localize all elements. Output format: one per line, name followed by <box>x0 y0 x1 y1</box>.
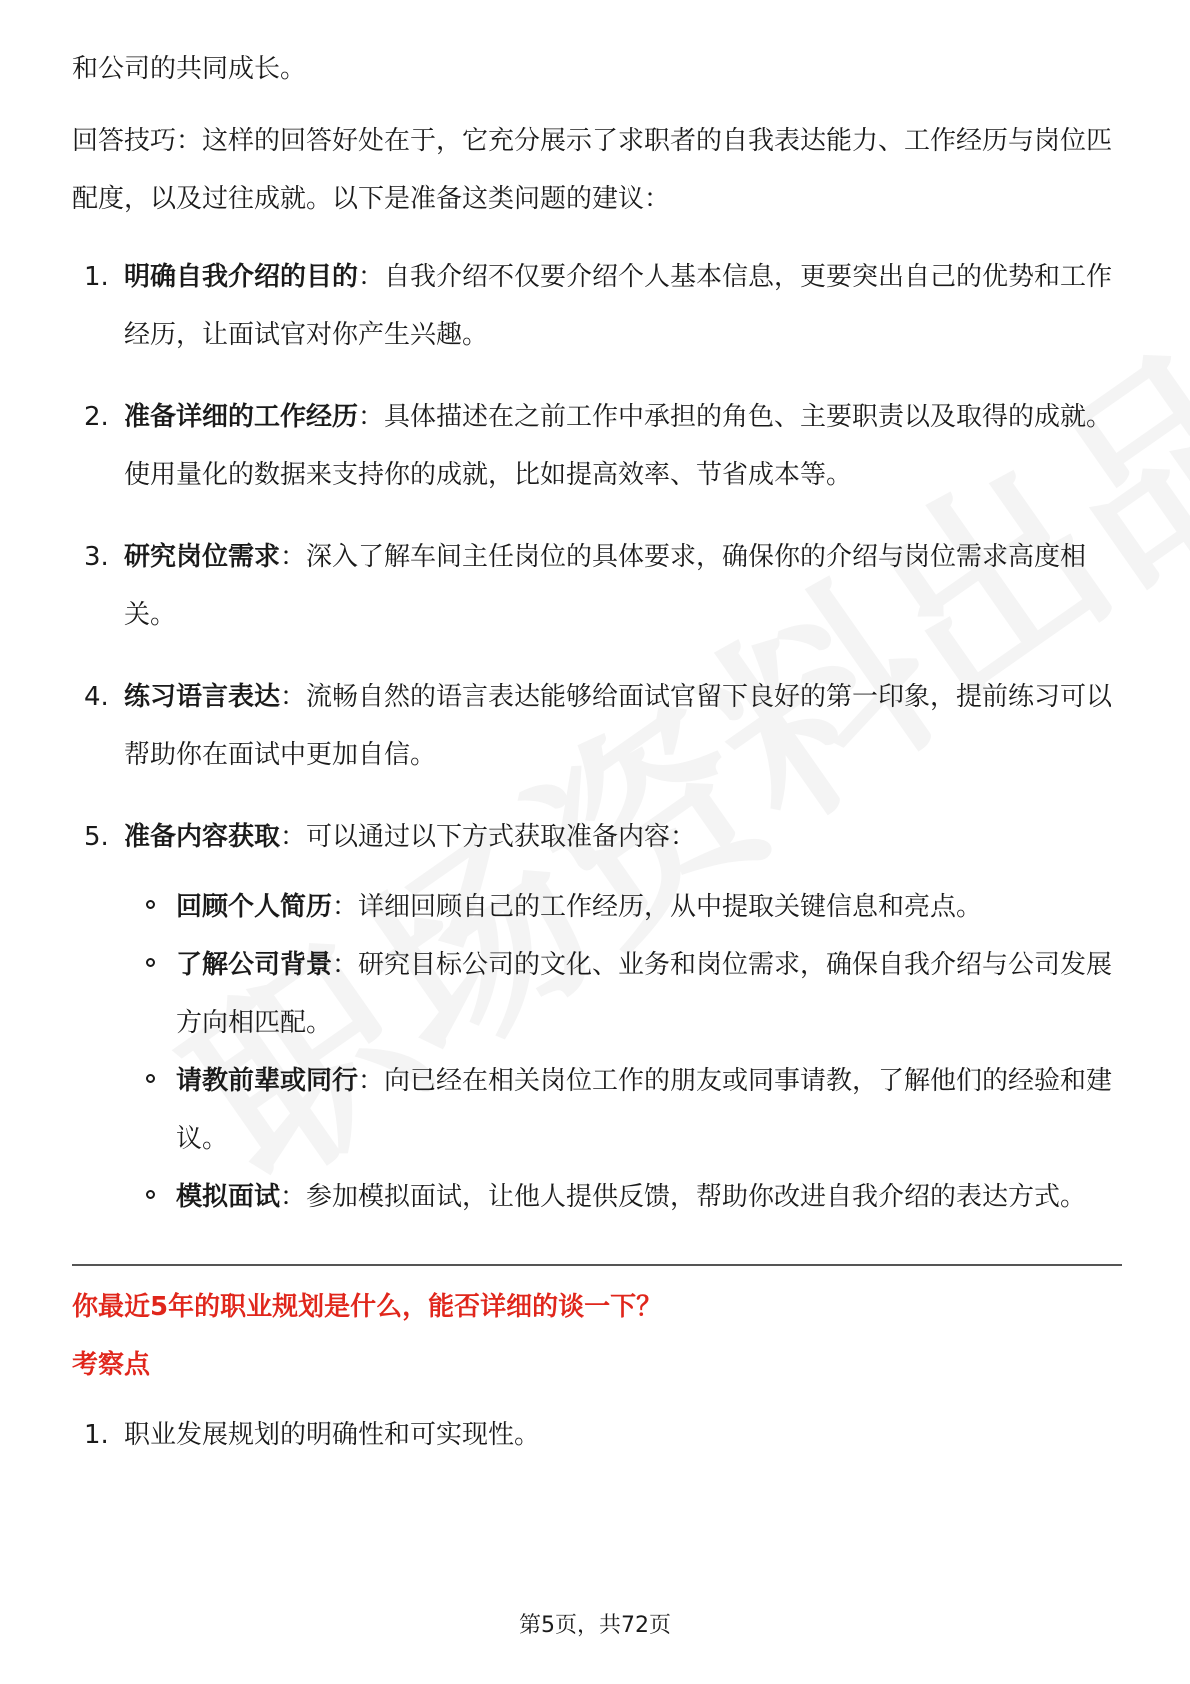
list-item <box>72 248 1122 364</box>
circle-bullet-icon <box>146 1190 155 1199</box>
section-divider <box>72 1264 1122 1266</box>
circle-bullet-icon <box>146 958 155 967</box>
list-item <box>72 528 1122 644</box>
list-number: 4. <box>84 682 109 712</box>
sub-list-item <box>124 878 1122 936</box>
item-title: 明确自我介绍的目的 <box>124 262 359 292</box>
point-text: 职业发展规划的明确性和可实现性。 <box>124 1420 541 1450</box>
intro-paragraph-tail: 和公司的共同成长。 <box>72 54 307 84</box>
list-number: 5. <box>84 822 109 852</box>
sub-item-text: ：详细回顾自己的工作经历，从中提取关键信息和亮点。 <box>332 892 983 922</box>
item-text: ：流畅自然的语言表达能够给面试官留下良好的第一印象，提前练习可以帮助你在面试中更加自信。 <box>124 682 1113 770</box>
sub-item-title: 模拟面试 <box>176 1182 281 1212</box>
item-text: ：具体描述在之前工作中承担的角色、主要职责以及取得的成就。使用量化的数据来支持你的成就，比如提高效率、节省成本等。 <box>124 402 1113 490</box>
list-number: 1. <box>84 1420 109 1450</box>
sub-item-title: 了解公司背景 <box>176 950 333 980</box>
sub-item-text: ：参加模拟面试，让他人提供反馈，帮助你改进自我介绍的表达方式。 <box>280 1182 1087 1212</box>
list-item <box>72 1406 1122 1464</box>
answer-tips-paragraph: 回答技巧：这样的回答好处在于，它充分展示了求职者的自我表达能力、工作经历与岗位匹配度，以及过往成就。以下是准备这类问题的建议： <box>72 126 1113 214</box>
interview-question: 你最近5年的职业规划是什么，能否详细的谈一下？ <box>72 1292 663 1322</box>
sub-list-item <box>124 936 1122 1052</box>
sub-item-title: 回顾个人简历 <box>176 892 333 922</box>
sub-item-text: ：研究目标公司的文化、业务和岗位需求，确保自我介绍与公司发展方向相匹配。 <box>176 950 1113 1038</box>
item-text: ：自我介绍不仅要介绍个人基本信息，更要突出自己的优势和工作经历，让面试官对你产生兴趣。 <box>124 262 1113 350</box>
sub-list-item <box>124 1052 1122 1168</box>
list-number: 2. <box>84 402 109 432</box>
item-title: 准备详细的工作经历 <box>124 402 359 432</box>
list-item <box>72 808 1122 1226</box>
page-footer: 第5页，共72页 <box>519 1613 671 1638</box>
item-title: 准备内容获取 <box>124 822 281 852</box>
list-item <box>72 668 1122 784</box>
circle-bullet-icon <box>146 1074 155 1083</box>
suggestion-list <box>72 248 1122 1226</box>
item-text: ：可以通过以下方式获取准备内容： <box>280 822 697 852</box>
sub-list-item <box>124 1168 1122 1226</box>
sub-item-title: 请教前辈或同行 <box>176 1066 359 1096</box>
item-title: 研究岗位需求 <box>124 542 281 572</box>
item-text: ：深入了解车间主任岗位的具体要求，确保你的介绍与岗位需求高度相关。 <box>124 542 1087 630</box>
sub-item-text: ：向已经在相关岗位工作的朋友或同事请教，了解他们的经验和建议。 <box>176 1066 1113 1154</box>
sub-list <box>124 878 1122 1226</box>
circle-bullet-icon <box>146 900 155 909</box>
item-title: 练习语言表达 <box>124 682 281 712</box>
assessment-points-list <box>72 1406 1122 1464</box>
section-heading: 考察点 <box>72 1350 151 1380</box>
list-number: 3. <box>84 542 109 572</box>
list-item <box>72 388 1122 504</box>
document-page <box>72 40 1122 1488</box>
list-number: 1. <box>84 262 109 292</box>
